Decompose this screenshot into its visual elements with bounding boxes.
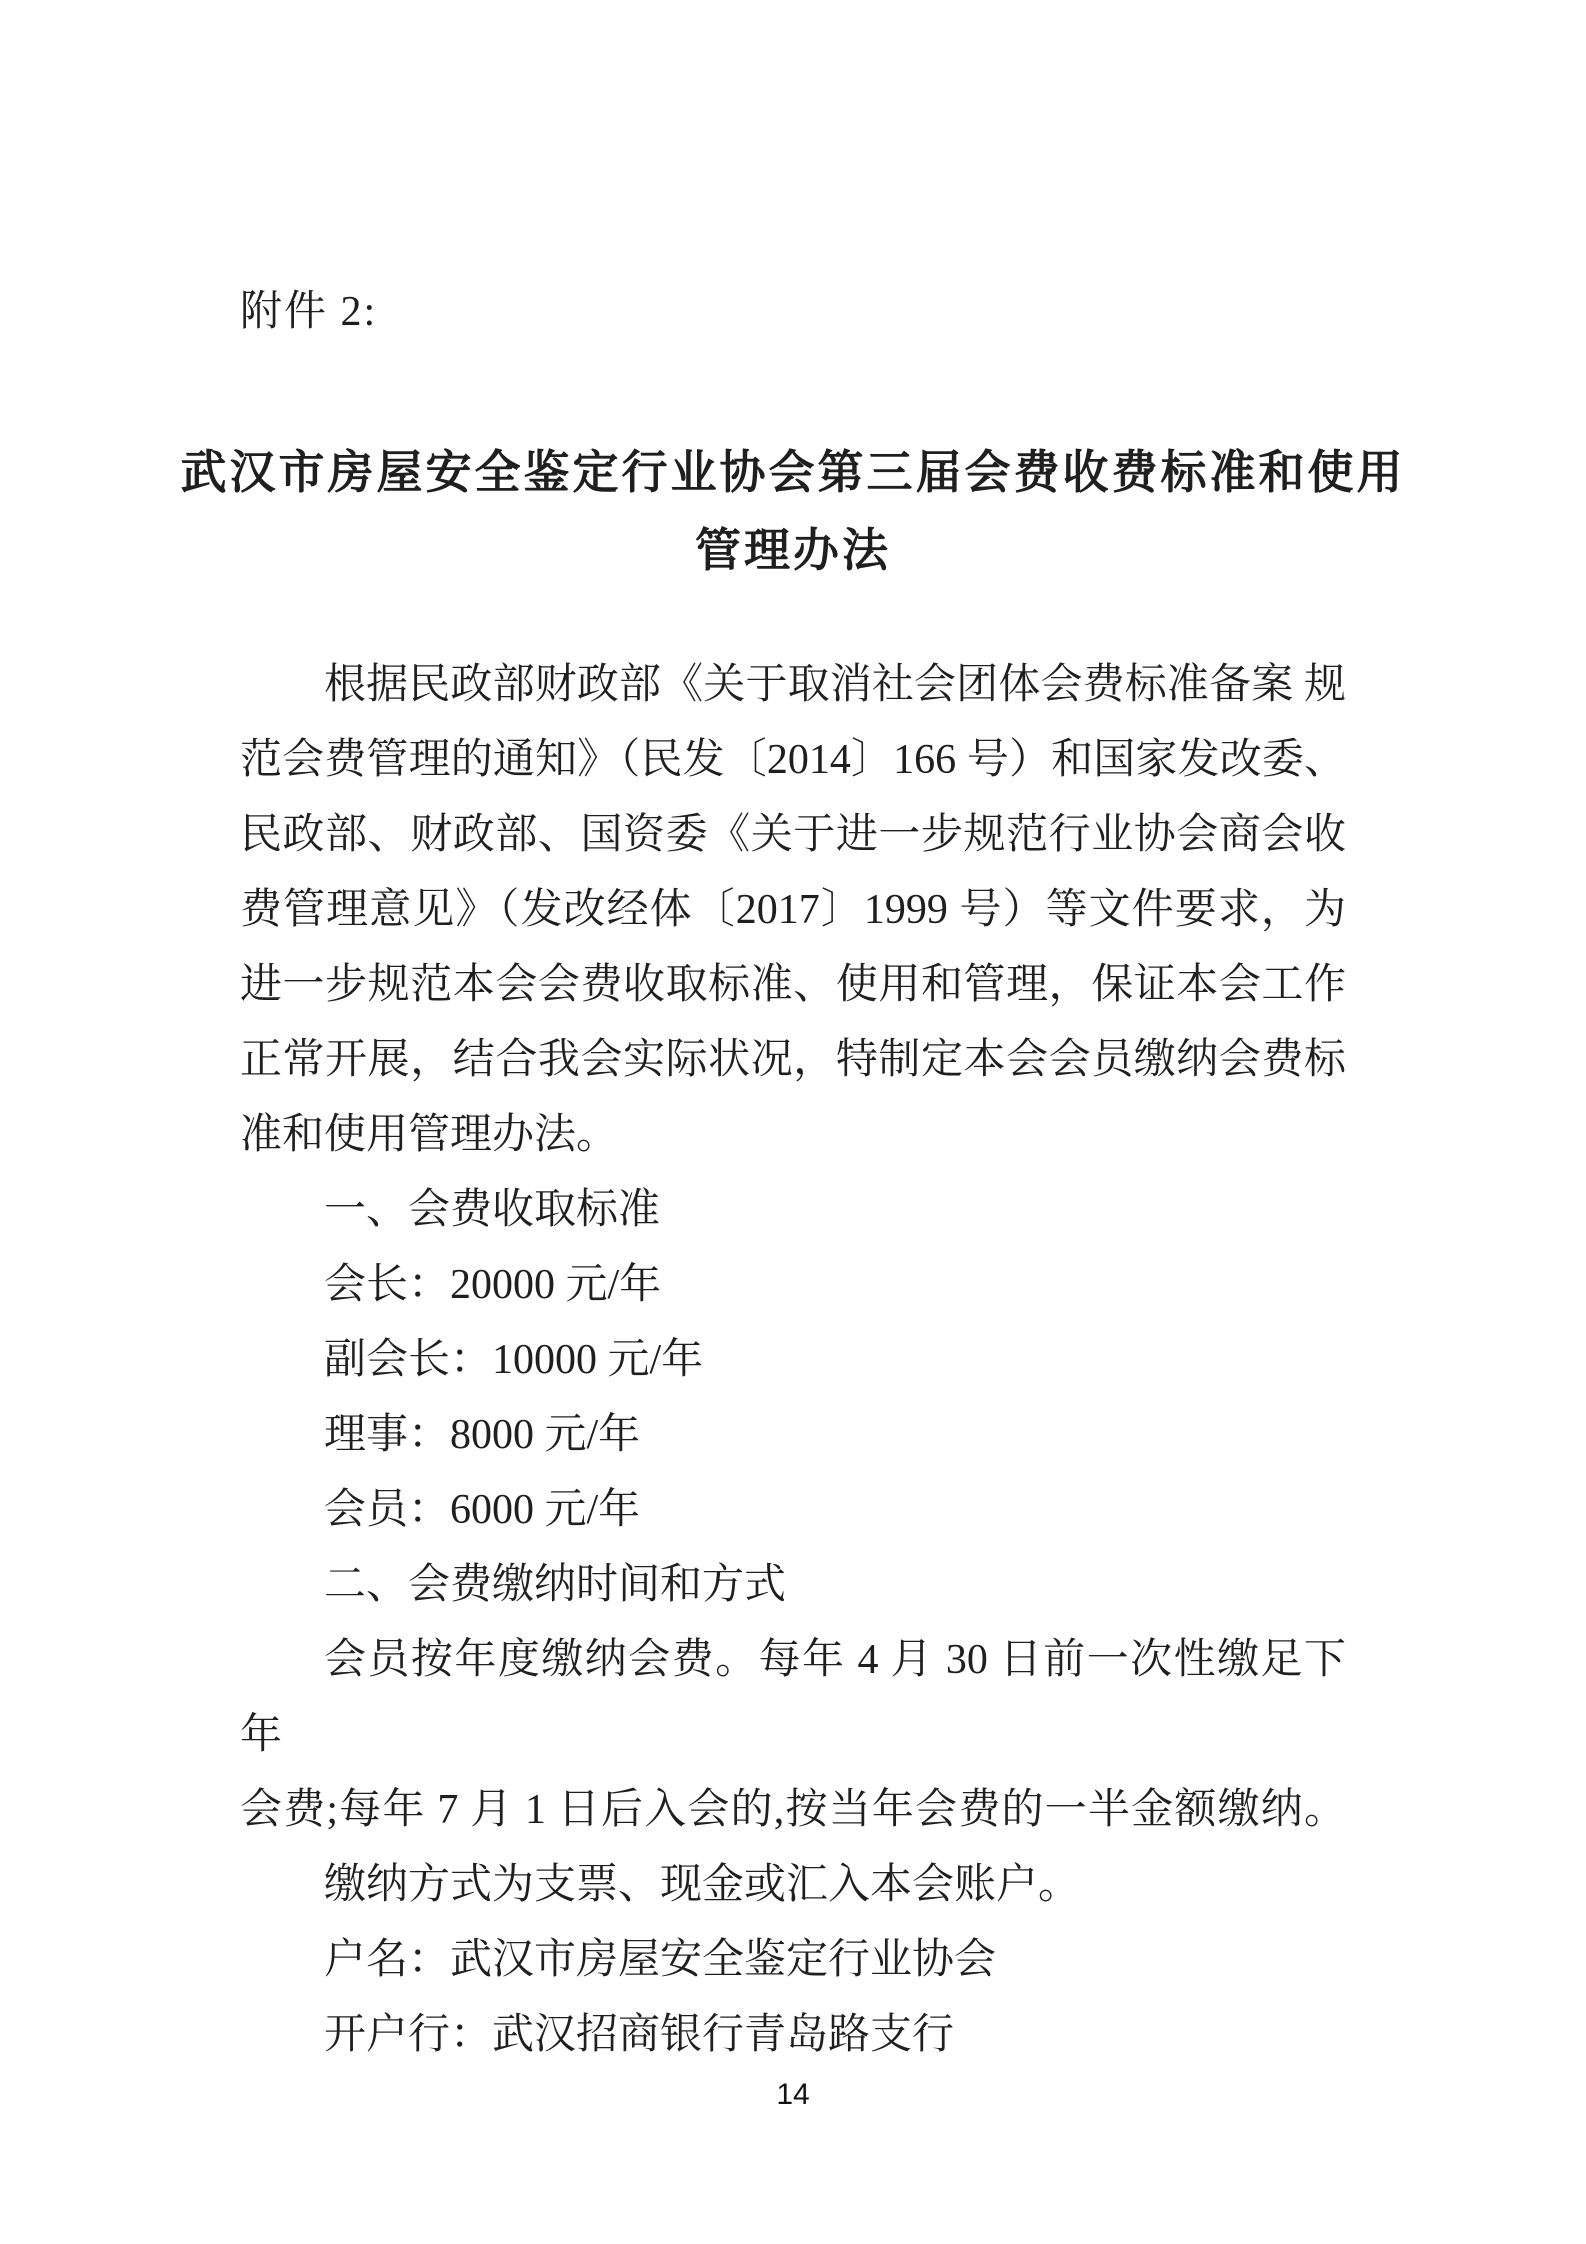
body-line: 会费;每年 7 月 1 日后入会的,按当年会费的一半金额缴纳。 (240, 1787, 1346, 1833)
body-line-section-2-heading: 二、会费缴纳时间和方式 (324, 1562, 787, 1608)
body-line: 进一步规范本会会费收取标准、使用和管理，保证本会工作 (240, 962, 1346, 1008)
body-line: 范会费管理的通知》（民发〔2014〕166 号）和国家发改委、 (240, 737, 1346, 783)
body-line-account-name: 户名：武汉市房屋安全鉴定行业协会 (324, 1937, 997, 1983)
body-line: 正常开展，结合我会实际状况，特制定本会会员缴纳会费标 (240, 1037, 1346, 1083)
body-line-payment-method: 缴纳方式为支票、现金或汇入本会账户。 (324, 1862, 1081, 1908)
body-line: 费管理意见》（发改经体〔2017〕1999 号）等文件要求，为 (240, 887, 1346, 933)
body-line-fee-director: 理事：8000 元/年 (324, 1412, 641, 1458)
attachment-label: 附件 2: (240, 289, 378, 335)
body-line-section-1-heading: 一、会费收取标准 (324, 1187, 661, 1233)
body-line-fee-vice-president: 副会长：10000 元/年 (324, 1337, 704, 1383)
document-title-line-2: 管理办法 (695, 525, 891, 576)
body-line-fee-president: 会长：20000 元/年 (324, 1262, 662, 1308)
body-line-fee-member: 会员：6000 元/年 (324, 1487, 641, 1533)
body-line-bank-branch: 开户行：武汉招商银行青岛路支行 (324, 2012, 955, 2058)
body-line: 会员按年度缴纳会费。每年 4 月 30 日前一次性缴足下年 (240, 1637, 1346, 1758)
page-number: 14 (776, 2078, 810, 2111)
body-line: 根据民政部财政部《关于取消社会团体会费标准备案 规 (324, 662, 1346, 708)
document-title (120, 434, 1466, 590)
document-title-line-1: 武汉市房屋安全鉴定行业协会第三届会费收费标准和使用 (180, 447, 1406, 498)
body-line: 准和使用管理办法。 (240, 1112, 619, 1158)
body-line: 民政部、财政部、国资委《关于进一步规范行业协会商会收 (240, 812, 1346, 858)
document-body (240, 648, 1346, 2073)
